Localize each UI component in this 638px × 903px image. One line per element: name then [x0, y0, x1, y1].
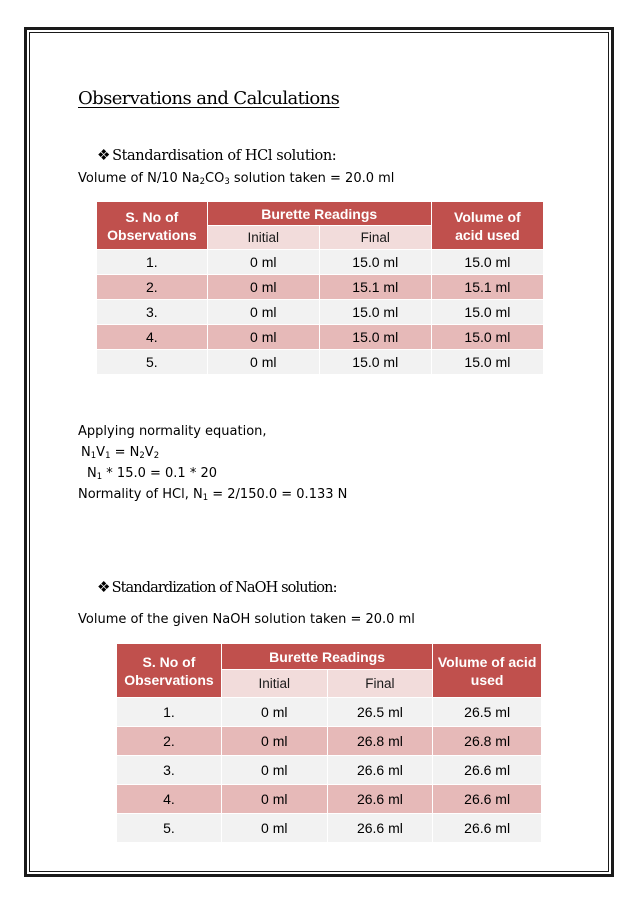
section1-title: [97, 146, 336, 164]
cell-volume: 26.6 ml: [433, 814, 542, 843]
cell-sno: 1.: [117, 698, 222, 727]
section2-volume-line: Volume of the given NaOH solution taken = 20.0 ml: [78, 612, 415, 627]
text-part: * 15.0 = 0.1 * 20: [102, 466, 218, 481]
header-final: Final: [319, 226, 431, 250]
cell-initial: 0 ml: [207, 325, 319, 350]
cell-initial: 0 ml: [221, 756, 327, 785]
table-row: [117, 756, 542, 785]
subscript: 2: [153, 451, 160, 461]
text-part: V: [96, 445, 106, 460]
cell-initial: 0 ml: [207, 250, 319, 275]
cell-initial: 0 ml: [221, 814, 327, 843]
cell-volume: 15.0 ml: [431, 250, 543, 275]
header-line: acid used: [455, 226, 520, 243]
table-row: [117, 785, 542, 814]
table-row: [97, 350, 544, 375]
header-line: Volume of: [454, 208, 521, 225]
cell-volume: 26.6 ml: [433, 785, 542, 814]
table-row: [117, 814, 542, 843]
text-part: V: [144, 445, 154, 460]
table-row: [97, 300, 544, 325]
header-line: Volume of acid: [437, 653, 537, 670]
cell-initial: 0 ml: [207, 275, 319, 300]
page-heading: Observations and Calculations: [78, 88, 340, 109]
cell-initial: 0 ml: [221, 727, 327, 756]
cell-sno: 4.: [117, 785, 222, 814]
cell-initial: 0 ml: [221, 698, 327, 727]
table-row: [117, 698, 542, 727]
cell-volume: 15.0 ml: [431, 300, 543, 325]
subscript: 1: [202, 493, 209, 503]
cell-volume: 15.1 ml: [431, 275, 543, 300]
text-part: N: [81, 445, 91, 460]
calc-line-2: [81, 445, 159, 461]
cell-final: 15.0 ml: [319, 350, 431, 375]
cell-sno: 4.: [97, 325, 208, 350]
section2-title: [97, 578, 337, 596]
cell-final: 15.0 ml: [319, 250, 431, 275]
hcl-observation-table: [96, 201, 544, 375]
text-part: = 2/150.0 = 0.133 N: [208, 487, 348, 502]
cell-final: 26.6 ml: [327, 756, 433, 785]
cell-sno: 1.: [97, 250, 208, 275]
header-initial: Initial: [207, 226, 319, 250]
section2-title-text: Standardization of NaOH solution:: [111, 580, 337, 596]
subscript: 1: [96, 472, 103, 482]
cell-final: 26.5 ml: [327, 698, 433, 727]
header-burette: Burette Readings: [221, 644, 432, 670]
table-row: [97, 250, 544, 275]
text-part: N: [87, 466, 97, 481]
header-line: S. No of: [142, 653, 196, 670]
section1-volume-line: [78, 171, 394, 187]
cell-initial: 0 ml: [221, 785, 327, 814]
text-part: CO: [205, 171, 225, 186]
header-initial: Initial: [221, 670, 327, 698]
header-sno: [117, 644, 222, 698]
cell-final: 26.6 ml: [327, 814, 433, 843]
header-line: Observations: [107, 226, 197, 243]
cell-volume: 26.8 ml: [433, 727, 542, 756]
cell-volume: 15.0 ml: [431, 325, 543, 350]
cell-final: 26.8 ml: [327, 727, 433, 756]
cell-final: 15.0 ml: [319, 325, 431, 350]
header-volume: [431, 202, 543, 250]
subscript: 1: [105, 451, 111, 461]
cell-sno: 3.: [117, 756, 222, 785]
diamond-bullet-icon: ❖: [97, 146, 111, 164]
text-part: solution taken = 20.0 ml: [229, 171, 395, 186]
cell-volume: 15.0 ml: [431, 350, 543, 375]
cell-volume: 26.5 ml: [433, 698, 542, 727]
text-part: = N: [110, 445, 140, 460]
cell-sno: 3.: [97, 300, 208, 325]
table-row: [97, 325, 544, 350]
section1-title-text: Standardisation of HCl solution:: [112, 148, 337, 164]
naoh-observation-table: [116, 643, 542, 843]
cell-volume: 26.6 ml: [433, 756, 542, 785]
text-part: Normality of HCl, N: [78, 487, 203, 502]
header-final: Final: [327, 670, 433, 698]
table-row: [97, 275, 544, 300]
table-row: [117, 727, 542, 756]
cell-sno: 2.: [97, 275, 208, 300]
diamond-bullet-icon: ❖: [97, 578, 110, 596]
subscript: 2: [199, 177, 206, 187]
calc-line-3: [87, 466, 217, 482]
cell-sno: 2.: [117, 727, 222, 756]
subscript: 3: [224, 177, 230, 187]
cell-initial: 0 ml: [207, 350, 319, 375]
cell-initial: 0 ml: [207, 300, 319, 325]
subscript: 1: [90, 451, 97, 461]
subscript: 2: [139, 451, 145, 461]
header-line: used: [470, 671, 504, 688]
calc-line-1: Applying normality equation,: [78, 424, 267, 439]
header-burette: Burette Readings: [207, 202, 431, 226]
cell-final: 15.0 ml: [319, 300, 431, 325]
cell-final: 26.6 ml: [327, 785, 433, 814]
cell-sno: 5.: [117, 814, 222, 843]
calc-line-4: [78, 487, 347, 503]
header-line: S. No of: [125, 208, 179, 225]
header-sno: [97, 202, 208, 250]
cell-sno: 5.: [97, 350, 208, 375]
text-part: Volume of N/10 Na: [78, 171, 200, 186]
cell-final: 15.1 ml: [319, 275, 431, 300]
header-volume: [433, 644, 542, 698]
header-line: Observations: [124, 671, 214, 688]
